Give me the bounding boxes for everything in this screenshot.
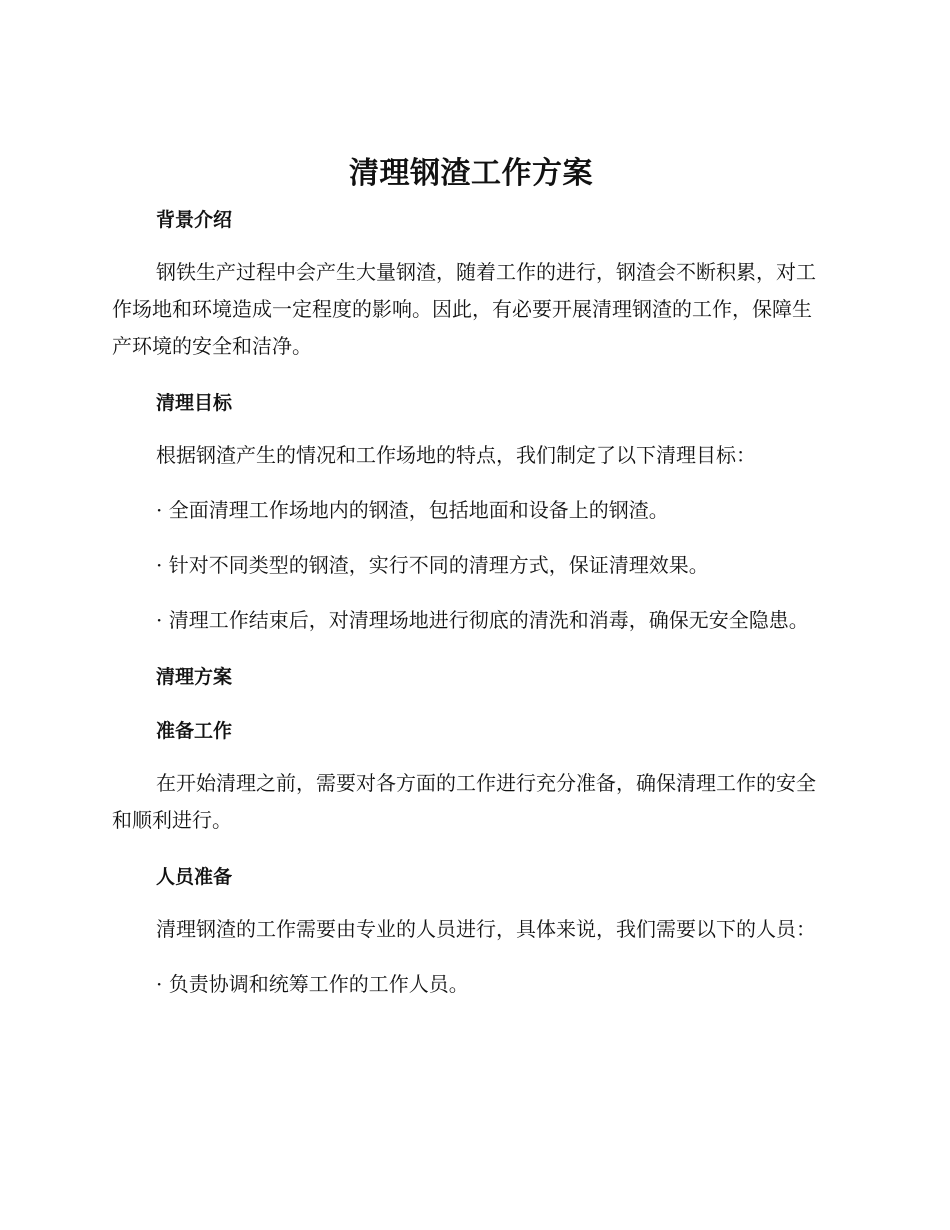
section-heading-plan: 清理方案	[156, 666, 233, 688]
list-item: · 针对不同类型的钢渣，实行不同的清理方式，保证清理效果。	[156, 553, 709, 577]
list-item: · 清理工作结束后，对清理场地进行彻底的清洗和消毒，确保无安全隐患。	[156, 608, 809, 632]
section-heading-goals: 清理目标	[156, 392, 233, 414]
section-heading-background: 背景介绍	[156, 209, 233, 231]
goals-intro-paragraph: 根据钢渣产生的情况和工作场地的特点，我们制定了以下清理目标：	[156, 443, 756, 467]
list-item: · 全面清理工作场地内的钢渣，包括地面和设备上的钢渣。	[156, 498, 669, 522]
preparation-paragraph: 在开始清理之前，需要对各方面的工作进行充分准备，确保清理工作的安全和顺利进行。	[112, 771, 816, 832]
list-item: · 负责协调和统筹工作的工作人员。	[156, 972, 469, 996]
background-paragraph: 钢铁生产过程中会产生大量钢渣，随着工作的进行，钢渣会不断积累，对工作场地和环境造成一定程度的影响。因此，有必要开展清理钢渣的工作，保障生产环境的安全和洁净。	[112, 260, 816, 358]
document-body	[112, 148, 830, 1003]
section-heading-preparation: 准备工作	[156, 720, 233, 742]
section-heading-staff: 人员准备	[156, 866, 233, 888]
document-title: 清理钢渣工作方案	[349, 156, 593, 191]
staff-paragraph: 清理钢渣的工作需要由专业的人员进行，具体来说，我们需要以下的人员：	[156, 917, 816, 941]
